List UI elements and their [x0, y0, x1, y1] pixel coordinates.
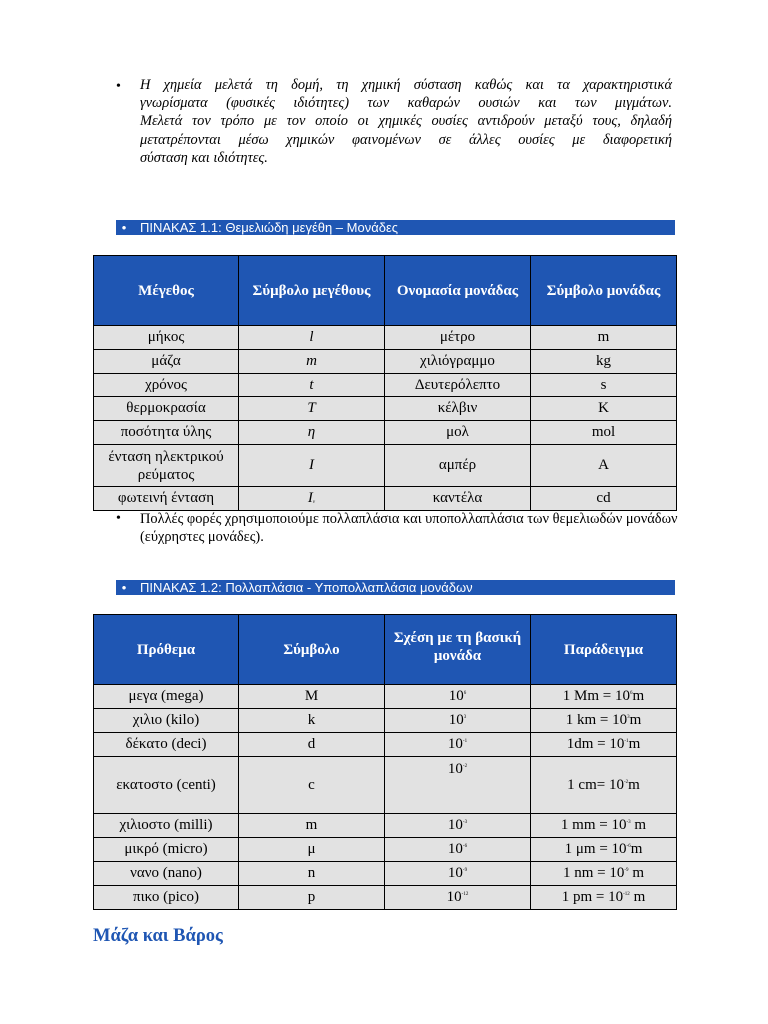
prefix-cell: εκατοστο (centi): [94, 757, 239, 814]
example-cell: [531, 838, 677, 862]
example-unit: m: [632, 688, 645, 704]
prefixes-table-body: [94, 685, 677, 910]
example-text: 1 cm= 10: [567, 776, 624, 793]
prefix-symbol-cell: M: [239, 685, 385, 709]
table-row: [94, 733, 677, 757]
base-relation-cell: [385, 709, 531, 733]
table-row: [94, 397, 677, 421]
example-unit: m: [630, 817, 647, 833]
intro-paragraph: [140, 76, 672, 167]
unit-symbol-cell: kg: [531, 350, 677, 374]
prefix-cell: πικο (pico): [94, 886, 239, 910]
base-relation-cell: [385, 886, 531, 910]
column-header: Πρόθεμα: [94, 615, 239, 685]
quantity-cell: ένταση ηλεκτρικού ρεύματος: [94, 445, 239, 487]
paragraph2: Πολλές φορές χρησιμοποιούμε πολλαπλάσια και υποπολλαπλάσια των θεμελιωδών μονάδων (εύχρηστες μονάδες).: [140, 511, 678, 545]
example-exponent: -1: [624, 739, 629, 744]
example-cell: [531, 886, 677, 910]
base-relation-cell: [385, 838, 531, 862]
unit-name-cell: καντέλα: [385, 487, 531, 511]
example-unit: m: [629, 889, 646, 905]
quantity-symbol-cell: m: [239, 350, 385, 374]
quantity-cell: μήκος: [94, 326, 239, 350]
unit-name-cell: κέλβιν: [385, 397, 531, 421]
column-header: Σχέση με τη βασική μονάδα: [385, 615, 531, 685]
power-exponent: -6: [462, 844, 468, 849]
example-unit: m: [630, 841, 643, 857]
table-row: [94, 421, 677, 445]
table-row: [94, 862, 677, 886]
symbol-subscript: v: [312, 500, 316, 505]
power-base: 10: [447, 817, 463, 833]
power-exponent: -1: [462, 739, 468, 744]
quantity-cell: ποσότητα ύλης: [94, 421, 239, 445]
unit-name-cell: Δευτερόλεπτο: [385, 374, 531, 397]
quantity-cell: μάζα: [94, 350, 239, 374]
power-base: 10: [447, 865, 463, 881]
example-cell: [531, 814, 677, 838]
intro-bullet: •: [116, 79, 121, 94]
power-base: 10: [448, 688, 464, 704]
table1-caption: ΠΙΝΑΚΑΣ 1.1: Θεμελιώδη μεγέθη – Μονάδες: [140, 220, 399, 235]
quantity-symbol-cell: η: [239, 421, 385, 445]
power-exponent: -12: [461, 892, 469, 897]
unit-symbol-cell: A: [531, 445, 677, 487]
example-text: 1 μm = 10: [564, 841, 627, 857]
quantity-symbol-cell: T: [239, 397, 385, 421]
prefix-symbol-cell: k: [239, 709, 385, 733]
table1-caption-bullet: •: [121, 220, 127, 235]
power-exponent: 6: [463, 691, 467, 696]
example-cell: [531, 862, 677, 886]
unit-name-cell: μολ: [385, 421, 531, 445]
table-row: [94, 374, 677, 397]
table-row: [94, 838, 677, 862]
power-base: 10: [447, 736, 463, 752]
example-cell: [531, 757, 677, 814]
column-header: Σύμβολο: [239, 615, 385, 685]
column-header: Παράδειγμα: [531, 615, 677, 685]
table-row: [94, 685, 677, 709]
quantity-symbol-cell: l: [239, 326, 385, 350]
example-exponent: -9: [624, 868, 629, 873]
example-exponent: -6: [626, 844, 631, 849]
example-text: 1 nm = 10: [563, 865, 625, 881]
unit-name-cell: αμπέρ: [385, 445, 531, 487]
table-row: [94, 886, 677, 910]
example-exponent: -2: [623, 779, 629, 785]
prefix-cell: νανο (nano): [94, 862, 239, 886]
base-relation-cell: [385, 757, 531, 814]
example-cell: [531, 685, 677, 709]
table2-caption: ΠΙΝΑΚΑΣ 1.2: Πολλαπλάσια - Υποπολλαπλάσια μονάδων: [140, 580, 473, 595]
column-header: Σύμβολο μονάδας: [531, 256, 677, 326]
prefix-symbol-cell: p: [239, 886, 385, 910]
section-heading: Μάζα και Βάρος: [93, 926, 223, 946]
example-exponent: -3: [626, 820, 631, 825]
quantity-cell: χρόνος: [94, 374, 239, 397]
unit-symbol-cell: m: [531, 326, 677, 350]
unit-symbol-cell: s: [531, 374, 677, 397]
base-relation-cell: [385, 862, 531, 886]
fundamental-units-table: [93, 255, 677, 511]
intro-line: Η χημεία μελετά τη δομή, τη χημική σύσταση καθώς και τα χαρακτηριστικά: [140, 77, 672, 93]
table2-caption-bar: [116, 580, 675, 595]
prefix-cell: μικρό (micro): [94, 838, 239, 862]
prefix-symbol-cell: m: [239, 814, 385, 838]
table-row: [94, 814, 677, 838]
prefix-symbol-cell: c: [239, 757, 385, 814]
prefix-cell: χιλιοστο (milli): [94, 814, 239, 838]
intro-line: σύσταση και ιδιότητες.: [140, 149, 268, 166]
table1-caption-bar: [116, 220, 675, 235]
example-exponent: -12: [623, 892, 630, 897]
column-header: Σύμβολο μεγέθους: [239, 256, 385, 326]
example-unit: m: [628, 776, 640, 793]
unit-symbol-cell: mol: [531, 421, 677, 445]
unit-name-cell: χιλιόγραμμο: [385, 350, 531, 374]
column-header: Μέγεθος: [94, 256, 239, 326]
power-base: 10: [448, 712, 464, 728]
unit-symbol-cell: K: [531, 397, 677, 421]
table-row: [94, 487, 677, 511]
table-row: [94, 757, 677, 814]
quantity-cell: θερμοκρασία: [94, 397, 239, 421]
base-relation-cell: [385, 685, 531, 709]
prefix-cell: μεγα (mega): [94, 685, 239, 709]
power-exponent: -9: [462, 868, 468, 873]
example-text: 1 km = 10: [565, 712, 628, 728]
power-base: 10: [447, 841, 463, 857]
intro-line: Μελετά τον τρόπο με τον οποίο οι χημικές ουσίες αντιδρούν μεταξύ τους, δηλαδή: [140, 113, 672, 130]
paragraph2-bullet: •: [116, 511, 121, 526]
quantity-symbol-cell: I: [239, 445, 385, 487]
power-exponent: -3: [462, 820, 468, 825]
table-header-row: [94, 615, 677, 685]
prefix-symbol-cell: d: [239, 733, 385, 757]
intro-line: μετατρέπονται μέσω χημικών φαινομένων σε άλλες ουσίες με διαφορετική: [140, 131, 672, 148]
power-base: 10: [447, 761, 463, 777]
symbol-text: I: [307, 490, 313, 506]
example-cell: [531, 733, 677, 757]
intro-line: γνωρίσματα (φυσικές ιδιότητες) των καθαρών ουσιών και των μιγμάτων.: [140, 95, 672, 112]
quantity-cell: φωτεινή ένταση: [94, 487, 239, 511]
unit-name-cell: μέτρο: [385, 326, 531, 350]
prefix-symbol-cell: n: [239, 862, 385, 886]
power-base: 10: [446, 889, 462, 905]
table-header-row: [94, 256, 677, 326]
quantity-symbol-cell: t: [239, 374, 385, 397]
example-unit: m: [629, 712, 642, 728]
power-exponent: -2: [462, 764, 468, 769]
example-exponent: 3: [627, 715, 630, 720]
table-row: [94, 709, 677, 733]
unit-symbol-cell: cd: [531, 487, 677, 511]
example-unit: m: [628, 736, 641, 752]
table2-caption-bullet: •: [121, 580, 127, 595]
example-text: 1 Mm = 10: [562, 688, 631, 704]
example-text: 1 pm = 10: [561, 889, 624, 905]
example-exponent: 6: [630, 691, 633, 696]
prefix-cell: δέκατο (deci): [94, 733, 239, 757]
example-cell: [531, 709, 677, 733]
power-exponent: 3: [463, 715, 467, 720]
example-unit: m: [628, 865, 644, 881]
table-row: [94, 350, 677, 374]
base-relation-cell: [385, 733, 531, 757]
quantity-symbol-cell: [239, 487, 385, 511]
base-relation-cell: [385, 814, 531, 838]
prefix-cell: χιλιο (kilo): [94, 709, 239, 733]
example-text: 1dm = 10: [566, 736, 625, 752]
table-row: [94, 326, 677, 350]
prefix-symbol-cell: μ: [239, 838, 385, 862]
column-header: Ονομασία μονάδας: [385, 256, 531, 326]
prefixes-table: [93, 614, 677, 910]
table-row: [94, 445, 677, 487]
example-text: 1 mm = 10: [560, 817, 627, 833]
